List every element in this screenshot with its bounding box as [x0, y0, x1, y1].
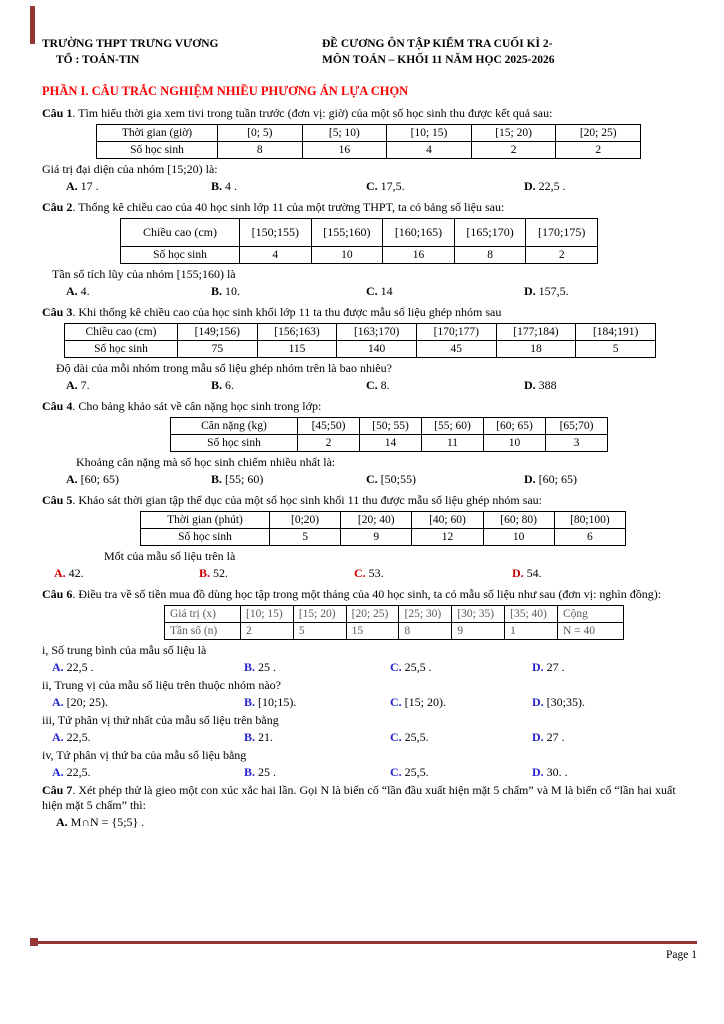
table-row — [165, 606, 624, 623]
table-cell: Thời gian (giờ) — [97, 125, 218, 142]
table-row — [97, 125, 641, 142]
corner-accent-bar — [30, 6, 35, 44]
table-row — [121, 219, 598, 247]
data-table — [120, 218, 598, 264]
table-cell: Số học sinh — [97, 142, 218, 159]
option-value: 25 . — [255, 765, 277, 779]
option-b — [211, 179, 366, 194]
option-c — [354, 566, 512, 581]
table-cell: [80;100) — [554, 512, 625, 529]
table-cell: 5 — [293, 623, 346, 640]
question-7 — [42, 783, 682, 830]
option-value: 22,5. — [63, 730, 91, 744]
option-letter: C. — [366, 378, 378, 392]
option-value: 17,5. — [377, 179, 405, 193]
table-cell: Số học sinh — [65, 341, 178, 358]
table-cell: [0; 5) — [218, 125, 303, 142]
option-value: 17 . — [77, 179, 99, 193]
option-a — [66, 378, 211, 393]
option-b — [244, 660, 390, 675]
table-cell: 5 — [576, 341, 656, 358]
option-b — [244, 765, 390, 780]
question-intro — [42, 305, 682, 320]
option-a — [66, 179, 211, 194]
table-cell: 14 — [360, 435, 422, 452]
option-letter: B. — [244, 730, 256, 744]
table-cell: [170;177) — [416, 324, 496, 341]
table-cell: [156;163) — [257, 324, 337, 341]
table-cell: Cộng — [558, 606, 624, 623]
table-cell: [60; 65) — [484, 418, 546, 435]
option-letter: C. — [390, 695, 402, 709]
table-cell: 75 — [178, 341, 258, 358]
table-cell: 15 — [346, 623, 399, 640]
option-b — [211, 378, 366, 393]
option-value: 27 . — [543, 730, 565, 744]
option-value: [30;35). — [543, 695, 585, 709]
data-table — [64, 323, 656, 358]
table-cell: 140 — [337, 341, 417, 358]
option-value: 7. — [77, 378, 90, 392]
question-prompt: iii, Tứ phân vị thứ nhất của mẫu số liệu trên bằng — [42, 713, 279, 727]
table-cell: 3 — [546, 435, 608, 452]
option-letter: A. — [54, 566, 66, 580]
option-c — [390, 765, 532, 780]
option-letter: C. — [354, 566, 366, 580]
option-value: 157,5. — [535, 284, 569, 298]
option-letter: A. — [66, 472, 78, 486]
table-cell: 6 — [554, 529, 625, 546]
option-letter: A. — [52, 730, 64, 744]
table-cell: 2 — [526, 247, 598, 264]
option-d — [524, 378, 682, 393]
option-b — [244, 695, 390, 710]
option-letter: D. — [512, 566, 524, 580]
option-letter: B. — [199, 566, 211, 580]
question-5 — [42, 493, 682, 581]
question-prompt: i, Số trung bình của mẫu số liệu là — [42, 643, 207, 657]
table-cell: [10; 15) — [387, 125, 472, 142]
table-cell: [30; 35) — [452, 606, 505, 623]
question-intro — [42, 106, 682, 121]
question-prompt: Mốt của mẫu số liệu trên là — [104, 549, 236, 563]
option-value: [15; 20). — [401, 695, 446, 709]
option-value: 10. — [222, 284, 241, 298]
table-cell: Cân nặng (kg) — [171, 418, 298, 435]
table-cell: [165;170) — [454, 219, 526, 247]
table-cell: Số học sinh — [121, 247, 240, 264]
questions-container — [42, 106, 682, 830]
question-text: . Khi thống kê chiều cao của học sinh khối lớp 11 ta thu được mẫu số liệu ghép nhóm sau — [72, 305, 502, 319]
table-cell: [0;20) — [270, 512, 341, 529]
options-row — [54, 566, 682, 581]
option-letter: D. — [532, 695, 544, 709]
table-cell: Giá trị (x) — [165, 606, 241, 623]
question-prompt: Tần số tích lũy của nhóm [155;160) là — [52, 267, 236, 281]
question-intro — [42, 399, 682, 414]
option-value: [20; 25). — [63, 695, 108, 709]
table-cell: 4 — [240, 247, 312, 264]
question-text: . Điều tra về số tiền mua đồ dùng học tập trong một tháng của 40 học sinh, ta có mẫu số liệu như sau (đơn vị: nghìn đồng): — [72, 587, 662, 601]
department-name: TỔ : TOÁN-TIN — [56, 54, 140, 66]
question-intro — [42, 587, 682, 602]
option-value: [50;55) — [377, 472, 416, 486]
option-c — [366, 179, 524, 194]
option-b — [199, 566, 354, 581]
table-cell: [5; 10) — [302, 125, 387, 142]
question-prompt: iv, Tứ phân vị thứ ba của mẫu số liệu bằng — [42, 748, 247, 762]
table-cell: Số học sinh — [171, 435, 298, 452]
question-4 — [42, 399, 682, 487]
options-row — [66, 179, 682, 194]
option-letter: A. — [52, 695, 64, 709]
options-row — [52, 660, 682, 675]
option-value: 22,5 . — [535, 179, 566, 193]
data-table — [140, 511, 626, 546]
option-value: 27 . — [543, 660, 565, 674]
table-cell: [50; 55) — [360, 418, 422, 435]
options-row — [66, 378, 682, 393]
option-letter: C. — [366, 284, 378, 298]
option-value: 25 . — [255, 660, 277, 674]
table-cell: [150;155) — [240, 219, 312, 247]
option-value: 4. — [77, 284, 90, 298]
data-table — [96, 124, 641, 159]
option-value: 42. — [65, 566, 84, 580]
table-cell: Chiều cao (cm) — [121, 219, 240, 247]
table-cell: 16 — [302, 142, 387, 159]
question-number: Câu 3 — [42, 305, 73, 319]
option-value: 54. — [523, 566, 542, 580]
option-value: 30. . — [543, 765, 568, 779]
question-prompt: Độ dài của mỗi nhóm trong mẫu số liệu ghép nhóm trên là bao nhiêu? — [56, 361, 392, 375]
table-cell: [170;175) — [526, 219, 598, 247]
table-cell: [15; 20) — [471, 125, 556, 142]
school-name: TRƯỜNG THPT TRƯNG VƯƠNG — [42, 38, 219, 50]
question-text: . Tìm hiểu thời gia xem tivi trong tuần trước (đơn vị: giờ) của một số học sinh thu được kết quả sau: — [72, 106, 553, 120]
options-row — [52, 765, 682, 780]
option-value: M∩N = {5;5} . — [67, 815, 145, 829]
table-cell: 9 — [341, 529, 412, 546]
table-cell: 12 — [412, 529, 483, 546]
option-b — [211, 472, 366, 487]
document-title-line1: ĐỀ CƯƠNG ÔN TẬP KIỂM TRA CUỐI KÌ 2- — [322, 38, 553, 50]
question-3 — [42, 305, 682, 393]
table-cell: [25; 30) — [399, 606, 452, 623]
option-c — [366, 284, 524, 299]
option-letter: D. — [524, 179, 536, 193]
option-b — [211, 284, 366, 299]
document-title-line2: MÔN TOÁN – KHỐI 11 NĂM HỌC 2025-2026 — [322, 54, 555, 66]
question-intro — [42, 200, 682, 215]
table-cell: Thời gian (phút) — [141, 512, 270, 529]
option-a — [54, 566, 199, 581]
option-letter: A. — [66, 179, 78, 193]
table-row — [165, 623, 624, 640]
header-school-block — [42, 36, 322, 68]
question-intro — [42, 493, 682, 508]
question-number: Câu 5 — [42, 493, 73, 507]
option-value: 52. — [210, 566, 229, 580]
option-letter: D. — [524, 378, 536, 392]
table-cell: 4 — [387, 142, 472, 159]
table-row — [171, 435, 608, 452]
question-intro — [42, 783, 682, 813]
table-row — [65, 324, 656, 341]
option-letter: C. — [390, 765, 402, 779]
table-cell: 9 — [452, 623, 505, 640]
question-text: . Thống kê chiều cao của 40 học sinh lớp 11 của một trường THPT, ta có bảng số liệu sau: — [72, 200, 505, 214]
table-cell: 2 — [241, 623, 294, 640]
question-text: . Khảo sát thời gian tập thể dục của một số học sinh khối 11 thu được mẫu số liệu ghép nhóm sau: — [72, 493, 543, 507]
table-cell: 8 — [218, 142, 303, 159]
question-prompt: Khoảng cân nặng mà số học sinh chiếm nhiều nhất là: — [76, 455, 336, 469]
table-row — [65, 341, 656, 358]
table-cell: 16 — [383, 247, 455, 264]
option-value: 22,5. — [63, 765, 91, 779]
option-value: 53. — [365, 566, 384, 580]
table-cell: Chiều cao (cm) — [65, 324, 178, 341]
table-cell: [65;70) — [546, 418, 608, 435]
table-cell: 11 — [422, 435, 484, 452]
option-c — [390, 660, 532, 675]
option-letter: C. — [366, 472, 378, 486]
table-cell: [160;165) — [383, 219, 455, 247]
table-cell: [60; 80) — [483, 512, 554, 529]
option-letter: B. — [244, 660, 256, 674]
option-a — [56, 815, 201, 830]
footer-rule-bar — [30, 941, 697, 944]
option-d — [532, 660, 682, 675]
option-d — [524, 284, 682, 299]
option-a — [52, 660, 244, 675]
option-value: [10;15). — [255, 695, 297, 709]
option-b — [244, 730, 390, 745]
options-row — [56, 815, 682, 830]
table-cell: 8 — [454, 247, 526, 264]
option-a — [52, 730, 244, 745]
option-letter: B. — [211, 472, 223, 486]
option-letter: C. — [366, 179, 378, 193]
table-cell: 2 — [556, 142, 641, 159]
option-a — [52, 765, 244, 780]
option-letter: B. — [211, 179, 223, 193]
option-letter: C. — [390, 730, 402, 744]
option-letter: C. — [390, 660, 402, 674]
table-cell: [20; 40) — [341, 512, 412, 529]
table-cell: 115 — [257, 341, 337, 358]
table-cell: 45 — [416, 341, 496, 358]
question-number: Câu 6 — [42, 587, 73, 601]
option-value: 22,5 . — [63, 660, 94, 674]
option-value: 6. — [222, 378, 235, 392]
table-cell: 18 — [496, 341, 576, 358]
table-cell: [184;191) — [576, 324, 656, 341]
question-number: Câu 4 — [42, 399, 73, 413]
table-cell: Số học sinh — [141, 529, 270, 546]
table-row — [171, 418, 608, 435]
option-value: 21. — [255, 730, 274, 744]
option-letter: A. — [66, 378, 78, 392]
table-cell: [35; 40) — [505, 606, 558, 623]
table-cell: [10; 15) — [241, 606, 294, 623]
option-letter: B. — [244, 695, 256, 709]
table-cell: [15; 20) — [293, 606, 346, 623]
option-letter: B. — [244, 765, 256, 779]
question-text: . Xét phép thử là gieo một con xúc xắc hai lần. Gọi N là biến cố “lần đầu xuất hiện mặt 5 chấm” và M là biến cố “lần hai xuất hiện mặt 5 chấm” thì: — [42, 783, 676, 812]
options-row — [66, 284, 682, 299]
option-c — [366, 378, 524, 393]
option-letter: A. — [52, 660, 64, 674]
table-row — [141, 529, 626, 546]
table-cell: [20; 25) — [556, 125, 641, 142]
table-cell: 2 — [471, 142, 556, 159]
question-number: Câu 2 — [42, 200, 73, 214]
table-cell: [149;156) — [178, 324, 258, 341]
option-value: 14 — [377, 284, 393, 298]
options-row — [52, 695, 682, 710]
question-text: . Cho bảng khảo sát về cân nặng học sinh trong lớp: — [72, 399, 322, 413]
table-row — [121, 247, 598, 264]
option-d — [524, 179, 682, 194]
option-letter: D. — [532, 660, 544, 674]
option-letter: D. — [524, 284, 536, 298]
option-a — [66, 284, 211, 299]
option-letter: B. — [211, 284, 223, 298]
option-d — [532, 765, 682, 780]
options-row — [52, 730, 682, 745]
table-cell: 10 — [311, 247, 383, 264]
table-cell: 10 — [484, 435, 546, 452]
table-cell: N = 40 — [558, 623, 624, 640]
option-value: 25,5. — [401, 765, 429, 779]
option-value: 25,5. — [401, 730, 429, 744]
option-d — [532, 730, 682, 745]
option-letter: D. — [532, 765, 544, 779]
table-cell: [177;184) — [496, 324, 576, 341]
table-row — [141, 512, 626, 529]
page-number-label: Page 1 — [666, 949, 697, 961]
question-2 — [42, 200, 682, 299]
table-cell: 10 — [483, 529, 554, 546]
option-value: 4 . — [222, 179, 238, 193]
option-letter: A. — [52, 765, 64, 779]
data-table — [164, 605, 624, 640]
options-row — [66, 472, 682, 487]
option-value: [60; 65) — [535, 472, 577, 486]
table-cell: [163;170) — [337, 324, 417, 341]
option-value: 388 — [535, 378, 557, 392]
option-letter: B. — [211, 378, 223, 392]
option-c — [390, 695, 532, 710]
question-number: Câu 1 — [42, 106, 73, 120]
table-cell: 8 — [399, 623, 452, 640]
option-d — [524, 472, 682, 487]
option-value: 8. — [377, 378, 390, 392]
option-value: 25,5 . — [401, 660, 432, 674]
question-prompt: ii, Trung vị của mẫu số liệu trên thuộc nhóm nào? — [42, 678, 281, 692]
table-row — [97, 142, 641, 159]
option-value: [60; 65) — [77, 472, 119, 486]
table-cell: 1 — [505, 623, 558, 640]
table-cell: [20; 25) — [346, 606, 399, 623]
option-d — [532, 695, 682, 710]
question-prompt: Giá trị đại diện của nhóm [15;20) là: — [42, 162, 218, 176]
data-table — [170, 417, 608, 452]
option-c — [390, 730, 532, 745]
table-cell: [40; 60) — [412, 512, 483, 529]
option-letter: D. — [524, 472, 536, 486]
table-cell: 2 — [298, 435, 360, 452]
option-d — [512, 566, 682, 581]
option-letter: A. — [66, 284, 78, 298]
question-1 — [42, 106, 682, 194]
document-header — [42, 36, 682, 68]
table-cell: [55; 60) — [422, 418, 484, 435]
table-cell: [155;160) — [311, 219, 383, 247]
question-number: Câu 7 — [42, 783, 73, 797]
option-value: [55; 60) — [222, 472, 264, 486]
table-cell: [45;50) — [298, 418, 360, 435]
option-letter: D. — [532, 730, 544, 744]
header-title-block — [322, 36, 682, 68]
table-cell: Tần số (n) — [165, 623, 241, 640]
option-a — [52, 695, 244, 710]
table-cell: 5 — [270, 529, 341, 546]
option-c — [366, 472, 524, 487]
option-a — [66, 472, 211, 487]
section1-title: PHẦN I. CÂU TRẮC NGHIỆM NHIỀU PHƯƠNG ÁN LỰA CHỌN — [42, 84, 409, 98]
question-6 — [42, 587, 682, 780]
option-letter: A. — [56, 815, 68, 829]
page-footer — [30, 941, 697, 961]
